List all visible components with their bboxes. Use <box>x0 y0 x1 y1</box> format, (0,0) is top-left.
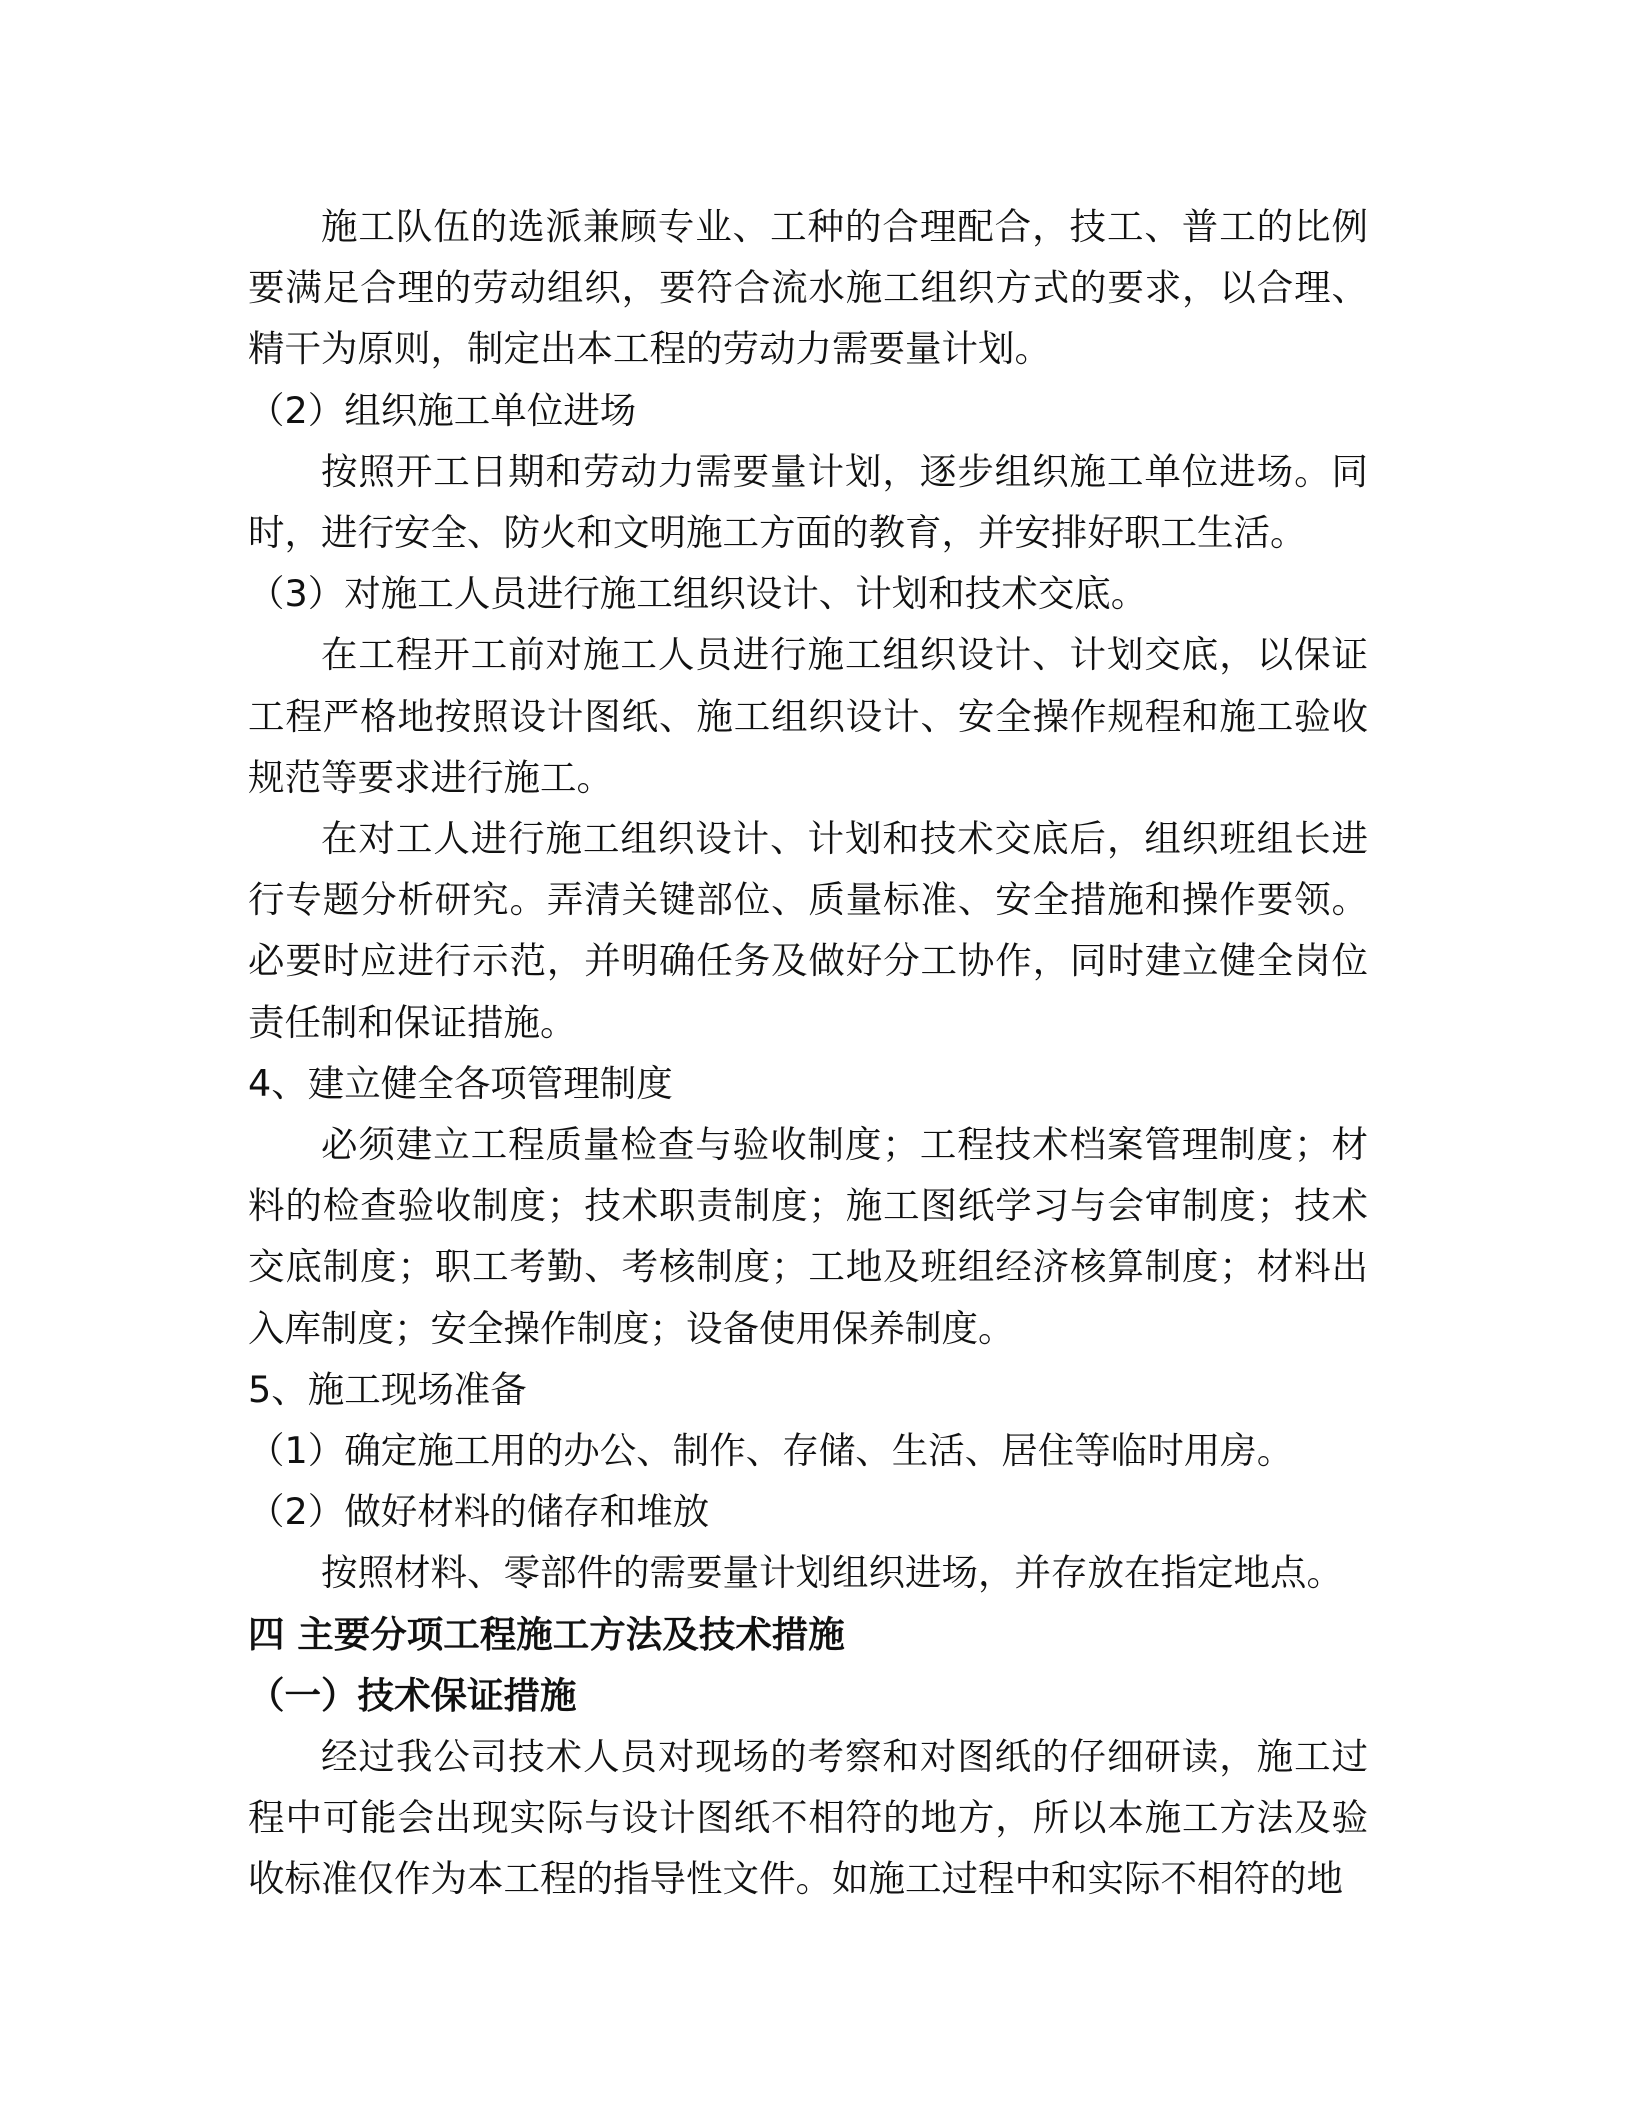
document-body <box>248 196 1368 1910</box>
body-paragraph: 经过我公司技术人员对现场的考察和对图纸的仔细研读，施工过程中可能会出现实际与设计图纸不相符的地方，所以本施工方法及验收标准仅作为本工程的指导性文件。如施工过程中和实际不相符的地 <box>248 1735 1368 1901</box>
list-item: （2）做好材料的储存和堆放 <box>248 1490 710 1534</box>
body-paragraph: 必须建立工程质量检查与验收制度；工程技术档案管理制度；材料的检查验收制度；技术职责制度；施工图纸学习与会审制度；技术交底制度；职工考勤、考核制度；工地及班组经济核算制度；材料出入库制度；安全操作制度；设备使用保养制度。 <box>248 1123 1368 1350</box>
section-heading: 4、建立健全各项管理制度 <box>248 1061 673 1105</box>
chapter-heading: 四 主要分项工程施工方法及技术措施 <box>248 1612 845 1656</box>
chapter-subheading: （一）技术保证措施 <box>248 1673 577 1717</box>
subsection-heading: （3）对施工人员进行施工组织设计、计划和技术交底。 <box>248 572 1148 616</box>
section-heading: 5、施工现场准备 <box>248 1367 527 1411</box>
subsection-heading: （2）组织施工单位进场 <box>248 388 637 432</box>
list-item: （1）确定施工用的办公、制作、存储、生活、居住等临时用房。 <box>248 1429 1294 1473</box>
body-paragraph: 在工程开工前对施工人员进行施工组织设计、计划交底，以保证工程严格地按照设计图纸、施工组织设计、安全操作规程和施工验收规范等要求进行施工。 <box>248 633 1368 799</box>
body-paragraph: 施工队伍的选派兼顾专业、工种的合理配合，技工、普工的比例要满足合理的劳动组织，要符合流水施工组织方式的要求，以合理、精干为原则，制定出本工程的劳动力需要量计划。 <box>248 205 1368 371</box>
body-paragraph: 在对工人进行施工组织设计、计划和技术交底后，组织班组长进行专题分析研究。弄清关键部位、质量标准、安全措施和操作要领。必要时应进行示范，并明确任务及做好分工协作，同时建立健全岗位责任制和保证措施。 <box>248 817 1368 1044</box>
body-paragraph: 按照开工日期和劳动力需要量计划，逐步组织施工单位进场。同时，进行安全、防火和文明施工方面的教育，并安排好职工生活。 <box>248 449 1368 555</box>
body-paragraph: 按照材料、零部件的需要量计划组织进场，并存放在指定地点。 <box>321 1551 1343 1595</box>
